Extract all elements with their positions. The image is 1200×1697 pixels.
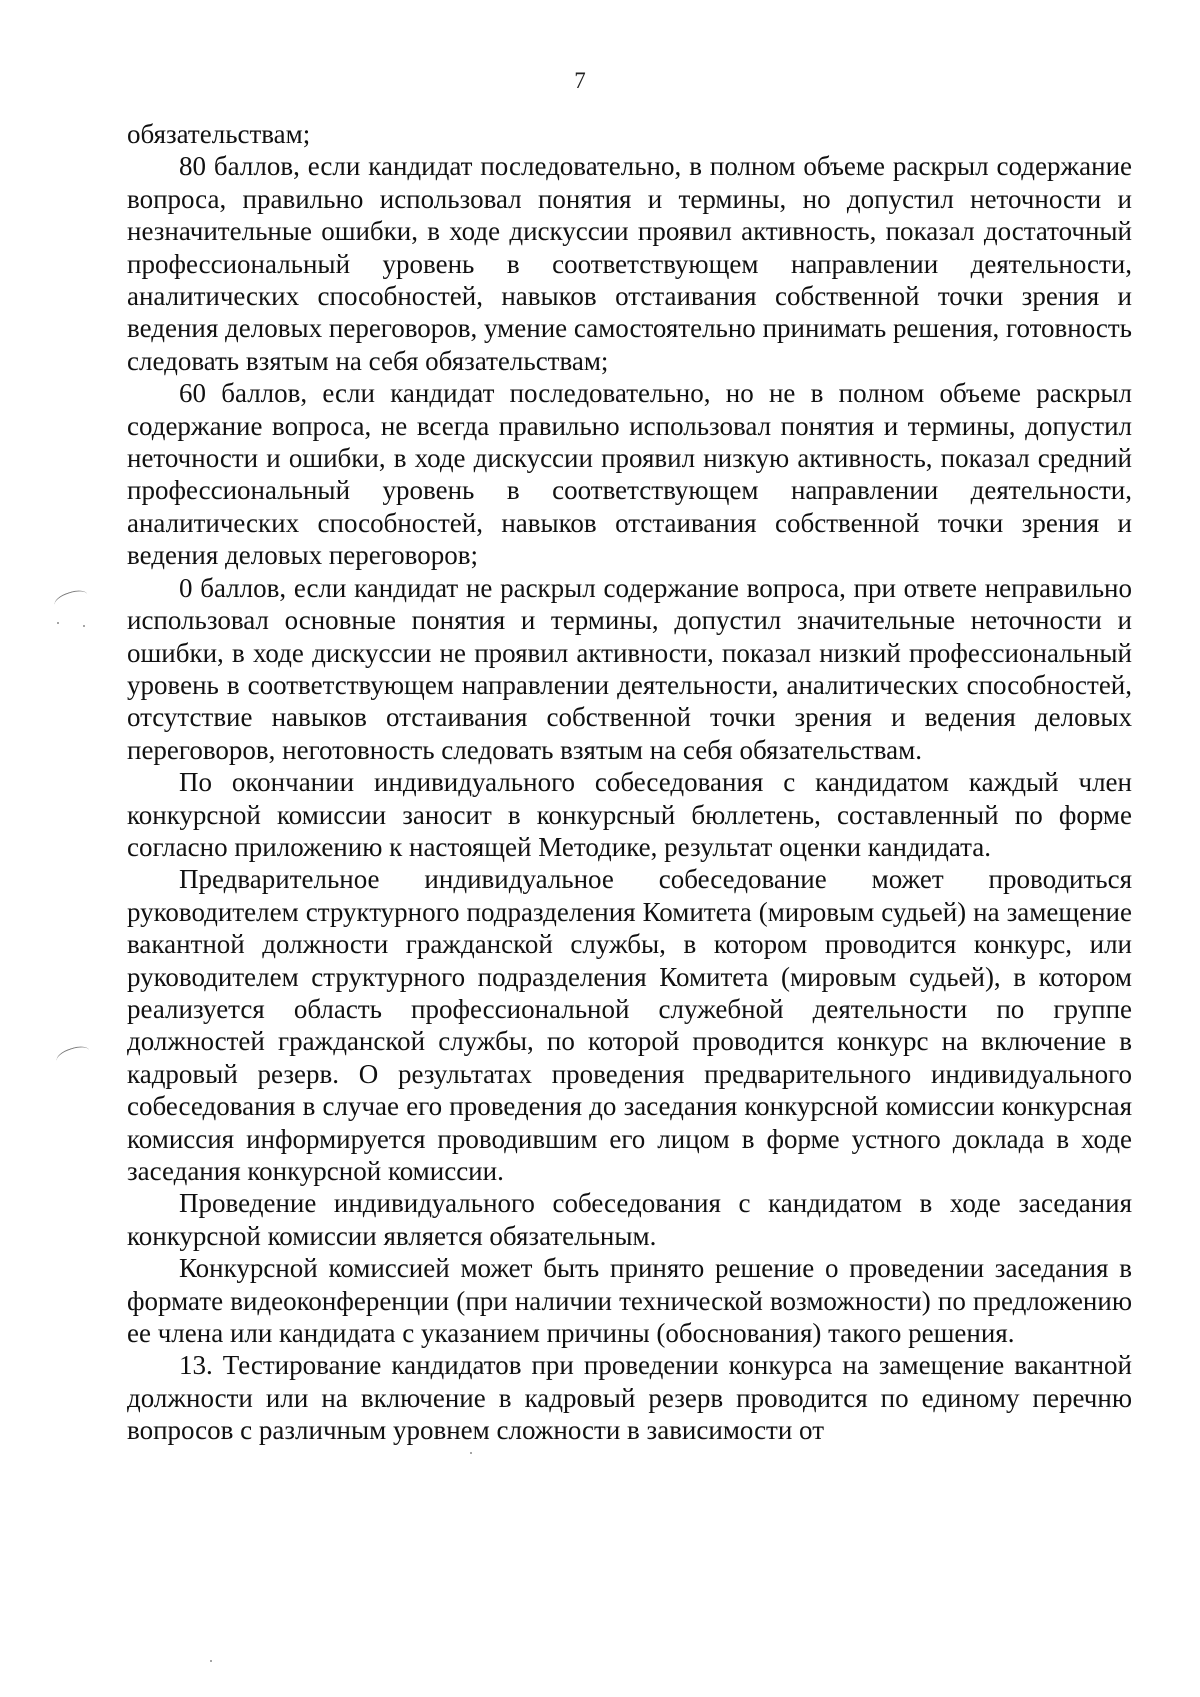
document-body (127, 118, 1132, 1447)
scan-artifact-dot (210, 1660, 212, 1662)
scan-artifact-mark (55, 1043, 92, 1068)
scan-artifact-dot (83, 625, 85, 627)
scan-artifact-dot (470, 1452, 472, 1454)
paragraph-9: 13. Тестирование кандидатов при проведении конкурса на замещение вакантной должности или на включение в кадровый резерв проводится по единому перечню вопросов с различным уровнем сложности в зависимости от (127, 1350, 1132, 1446)
scan-artifact-dot (57, 622, 59, 624)
paragraph-8: Конкурсной комиссией может быть принято решение о проведении заседания в формате видеоконференции (при наличии технической возможности) по предложению ее члена или кандидата с указанием причины (обоснования) такого решения. (127, 1253, 1132, 1349)
paragraph-7: Проведение индивидуального собеседования с кандидатом в ходе заседания конкурсной комиссии является обязательным. (127, 1188, 1132, 1251)
paragraph-6: Предварительное индивидуальное собеседование может проводиться руководителем структурного подразделения Комитета (мировым судьей) на замещение вакантной должности гражданской службы, в котором проводится конкурс, или руководителем структурного подразделения Комитета (мировым судьей), в котором реализуется область профессиональной служебной деятельности по группе должностей гражданской службы, по которой проводится конкурс на включение в кадровый резерв. О результатах проведения предварительного индивидуального собеседования в случае его проведения до заседания конкурсной комиссии конкурсная комиссия информируется проводившим его лицом в форме устного доклада в ходе заседания конкурсной комиссии. (127, 864, 1132, 1186)
paragraph-5: По окончании индивидуального собеседования с кандидатом каждый член конкурсной комиссии заносит в конкурсный бюллетень, составленный по форме согласно приложению к настоящей Методике, результат оценки кандидата. (127, 767, 1132, 862)
paragraph-2: 80 баллов, если кандидат последовательно, в полном объеме раскрыл содержание вопроса, правильно использовал понятия и термины, но допустил неточности и незначительные ошибки, в ходе дискуссии проявил активность, показал достаточный профессиональный уровень в соответствующем направлении деятельности, аналитических способностей, навыков отстаивания собственной точки зрения и ведения деловых переговоров, умение самостоятельно принимать решения, готовность следовать взятым на себя обязательствам; (127, 151, 1132, 376)
page-number: 7 (574, 68, 586, 93)
scan-artifact-mark (53, 587, 90, 612)
paragraph-4: 0 баллов, если кандидат не раскрыл содержание вопроса, при ответе неправильно использовал основные понятия и термины, допустил значительные неточности и ошибки, в ходе дискуссии не проявил активности, показал низкий профессиональный уровень в соответствующем направлении деятельности, аналитических способностей, отсутствие навыков отстаивания собственной точки зрения и ведения деловых переговоров, неготовность следовать взятым на себя обязательствам. (127, 572, 1132, 765)
paragraph-1: обязательствам; (127, 119, 311, 149)
paragraph-3: 60 баллов, если кандидат последовательно, но не в полном объеме раскрыл содержание вопроса, не всегда правильно использовал понятия и термины, допустил неточности и ошибки, в ходе дискуссии проявил низкую активность, показал средний профессиональный уровень в соответствующем направлении деятельности, аналитических способностей, навыков отстаивания собственной точки зрения и ведения деловых переговоров; (127, 378, 1132, 571)
